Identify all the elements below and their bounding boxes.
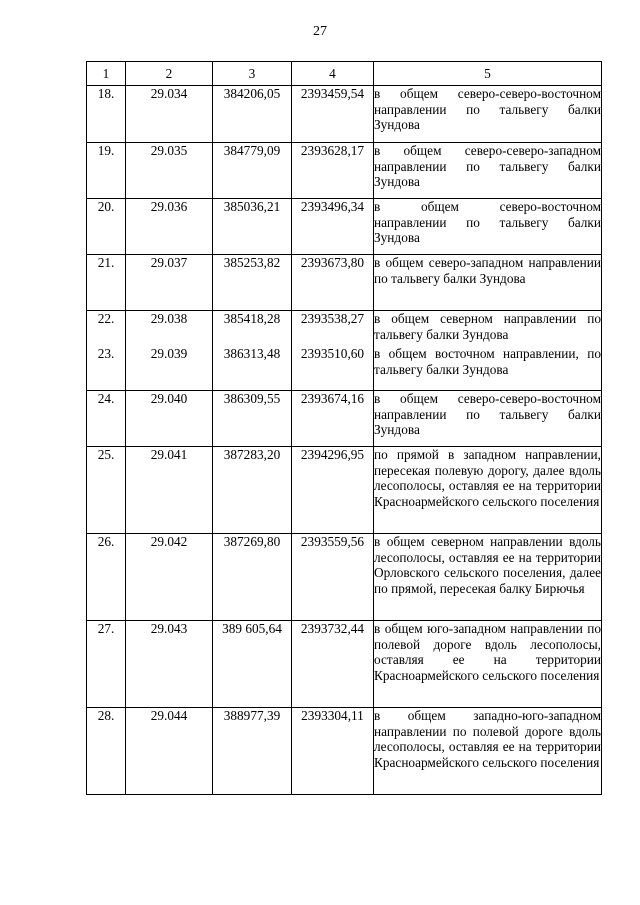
table-row: [87, 143, 602, 199]
y-coordinate: 2393538,27: [300, 311, 365, 326]
y-coordinate-pair: [292, 311, 374, 391]
x-coordinate: 386313,48: [223, 346, 281, 361]
point-id: 29.043: [126, 621, 213, 708]
row-number: 22.: [97, 311, 115, 326]
table-row: [87, 86, 602, 143]
y-coordinate: 2393510,60: [300, 346, 365, 361]
point-id: 29.035: [126, 143, 213, 199]
header-cell-5: 5: [374, 62, 602, 86]
x-coordinate: 385418,28: [223, 311, 281, 326]
header-cell-4: 4: [292, 62, 374, 86]
point-id-pair: [126, 311, 213, 391]
row-number: 19.: [87, 143, 126, 199]
page-number: 27: [313, 24, 327, 39]
route-description: в общем северо-западном направлении по тальвегу балки Зундова: [374, 255, 602, 311]
point-id: 29.034: [126, 86, 213, 143]
table-row: [87, 447, 602, 534]
y-coordinate: 2393732,44: [292, 621, 374, 708]
route-description: в общем юго-западном направлении по полевой дороге вдоль лесополосы, оставляя ее на территории Красноармейского сельского поселения: [374, 621, 602, 708]
row-number: 24.: [87, 391, 126, 447]
x-coordinate: 388977,39: [213, 708, 292, 795]
table-row: [87, 708, 602, 795]
route-description: по прямой в западном направлении, пересекая полевую дорогу, далее вдоль лесополосы, оставляя ее на территории Красноармейского сельского поселения: [374, 447, 602, 534]
y-coordinate: 2394296,95: [292, 447, 374, 534]
row-number: 23.: [97, 346, 115, 361]
table-header-row: [87, 62, 602, 86]
row-number: 21.: [87, 255, 126, 311]
header-cell-3: 3: [213, 62, 292, 86]
x-coordinate: 384779,09: [213, 143, 292, 199]
route-description: в общем западно-юго-западном направлении по полевой дороге вдоль лесополосы, оставляя ее на территории Красноармейского сельского поселения: [374, 708, 602, 795]
point-id: 29.044: [126, 708, 213, 795]
point-id: 29.040: [126, 391, 213, 447]
x-coordinate: 385253,82: [213, 255, 292, 311]
y-coordinate: 2393673,80: [292, 255, 374, 311]
route-description: в общем северном направлении вдоль лесополосы, оставляя ее на территории Орловского сельского поселения, далее по прямой, пересекая балку Бирючья: [374, 534, 602, 621]
y-coordinate: 2393459,54: [292, 86, 374, 143]
header-cell-2: 2: [126, 62, 213, 86]
header-cell-1: 1: [87, 62, 126, 86]
route-description-pair: [374, 311, 602, 391]
x-coordinate: 386309,55: [213, 391, 292, 447]
route-description: в общем северо-северо-восточном направлении по тальвегу балки Зундова: [374, 391, 602, 447]
point-id: 29.037: [126, 255, 213, 311]
y-coordinate: 2393496,34: [292, 199, 374, 255]
table-row: [87, 391, 602, 447]
table-row-merged: [87, 311, 602, 391]
row-number-pair: [87, 311, 126, 391]
x-coordinate-pair: [213, 311, 292, 391]
route-description: в общем северо-восточном направлении по тальвегу балки Зундова: [374, 199, 602, 255]
route-description: в общем северо-северо-западном направлении по тальвегу балки Зундова: [374, 143, 602, 199]
point-id: 29.039: [150, 346, 188, 361]
point-id: 29.042: [126, 534, 213, 621]
table-row: [87, 255, 602, 311]
route-description: в общем северном направлении по тальвегу балки Зундова: [374, 311, 601, 342]
x-coordinate: 387269,80: [213, 534, 292, 621]
route-description: в общем северо-северо-восточном направлении по тальвегу балки Зундова: [374, 86, 602, 143]
y-coordinate: 2393628,17: [292, 143, 374, 199]
y-coordinate: 2393559,56: [292, 534, 374, 621]
row-number: 20.: [87, 199, 126, 255]
row-number: 25.: [87, 447, 126, 534]
point-id: 29.038: [150, 311, 188, 326]
y-coordinate: 2393674,16: [292, 391, 374, 447]
y-coordinate: 2393304,11: [292, 708, 374, 795]
x-coordinate: 384206,05: [213, 86, 292, 143]
point-id: 29.036: [126, 199, 213, 255]
row-number: 26.: [87, 534, 126, 621]
row-number: 18.: [87, 86, 126, 143]
table-row: [87, 534, 602, 621]
point-id: 29.041: [126, 447, 213, 534]
row-number: 27.: [87, 621, 126, 708]
x-coordinate: 387283,20: [213, 447, 292, 534]
table-row: [87, 199, 602, 255]
row-number: 28.: [87, 708, 126, 795]
boundary-table: [86, 61, 602, 795]
route-description: в общем восточном направлении, по тальвегу балки Зундова: [374, 346, 601, 377]
table-row: [87, 621, 602, 708]
x-coordinate: 385036,21: [213, 199, 292, 255]
x-coordinate: 389 605,64: [213, 621, 292, 708]
